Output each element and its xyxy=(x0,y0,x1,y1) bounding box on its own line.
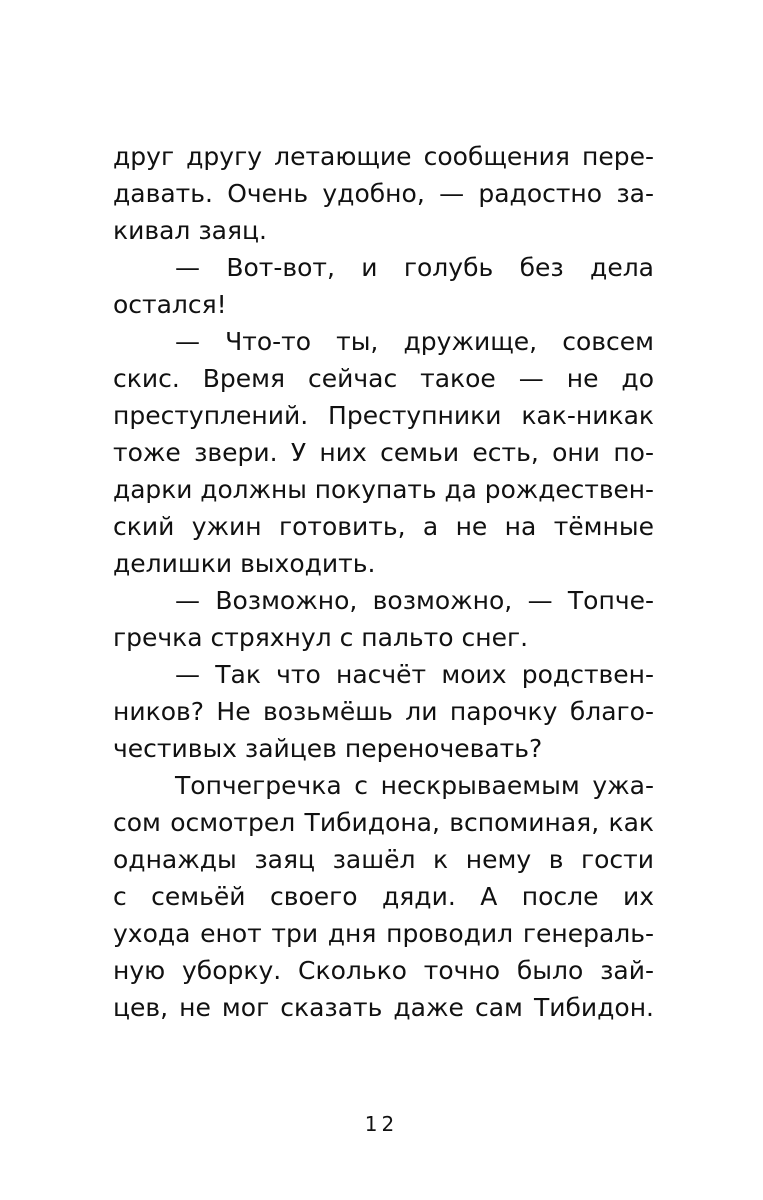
page-number: 12 xyxy=(364,1112,399,1136)
text-line: гречка стряхнул с пальто снег. xyxy=(113,623,529,652)
text-line: — Возможно, возможно, — Топче- xyxy=(175,586,654,615)
text-line: ную уборку. Сколько точно было зай- xyxy=(113,956,654,985)
text-line: друг другу летающие сообщения пере- xyxy=(113,142,654,171)
text-line: скис. Время сейчас такое — не до xyxy=(113,364,654,393)
text-line: ухода енот три дня проводил генераль- xyxy=(113,919,654,948)
text-line: ников? Не возьмёшь ли парочку благо- xyxy=(113,697,654,726)
body-text xyxy=(113,138,654,1026)
text-line: — Так что насчёт моих родствен- xyxy=(175,660,654,689)
text-line: однажды заяц зашёл к нему в гости xyxy=(113,845,654,874)
text-line: — Что-то ты, дружище, совсем xyxy=(175,327,654,356)
text-line: кивал заяц. xyxy=(113,216,267,245)
text-line: делишки выходить. xyxy=(113,549,376,578)
text-line: преступлений. Преступники как-никак xyxy=(113,401,654,430)
text-line: честивых зайцев переночевать? xyxy=(113,734,543,763)
text-line: — Вот-вот, и голубь без дела xyxy=(175,253,654,282)
text-line: ский ужин готовить, а не на тёмные xyxy=(113,512,654,541)
text-line: тоже звери. У них семьи есть, они по- xyxy=(113,438,654,467)
text-line: дарки должны покупать да рождествен- xyxy=(113,475,654,504)
text-line: остался! xyxy=(113,290,227,319)
text-line: с семьёй своего дяди. А после их xyxy=(113,882,654,911)
text-line: сом осмотрел Тибидона, вспоминая, как xyxy=(113,808,654,837)
text-line: давать. Очень удобно, — радостно за- xyxy=(113,179,654,208)
text-line: цев, не мог сказать даже сам Тибидон. xyxy=(113,993,654,1022)
text-line: Топчегречка с нескрываемым ужа- xyxy=(175,771,654,800)
